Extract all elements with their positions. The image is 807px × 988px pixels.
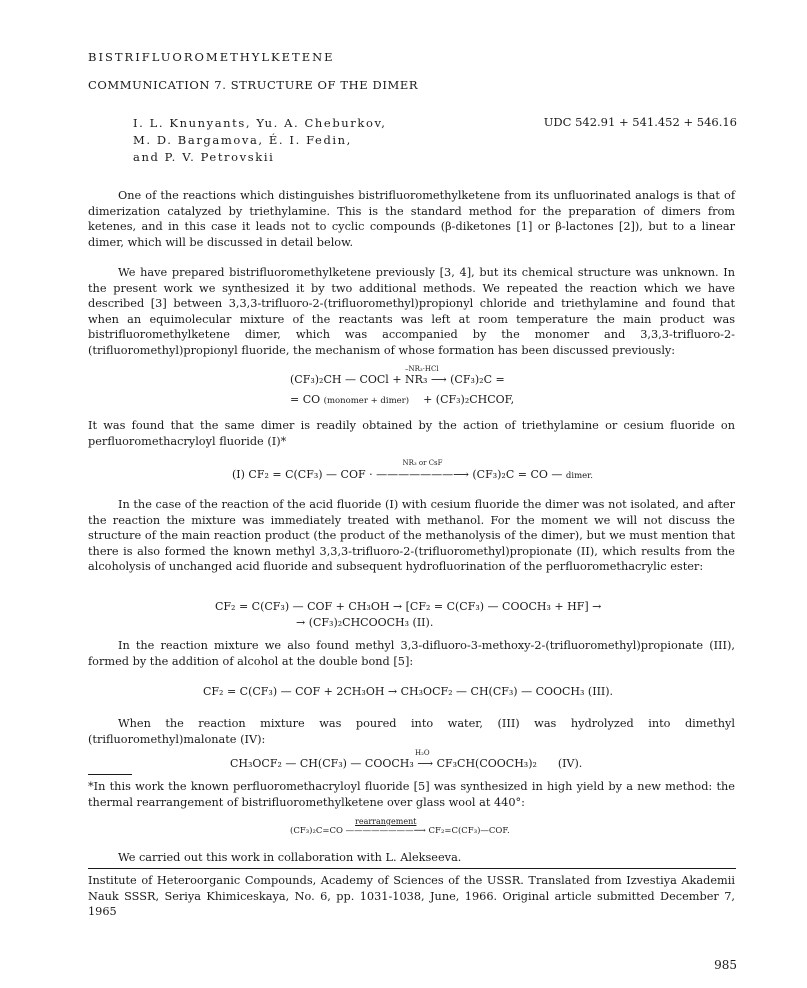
- collaboration-note: We carried out this work in collaboration with L. Alekseeva.: [118, 851, 462, 864]
- equation-1-line-2: = CO (monomer + dimer) + (CF₃)₂CHCOF,: [290, 393, 515, 406]
- author-line-2: M. D. Bargamova, É. I. Fedin,: [133, 133, 352, 147]
- author-line-1: I. L. Knunyants, Yu. A. Cheburkov,: [133, 116, 387, 130]
- equation-3-line-1: CF₂ = C(CF₃) — COF + CH₃OH → [CF₂ = C(CF₃) — COOCH₃ + HF] →: [215, 600, 602, 613]
- equation-6-label: rearrangement: [355, 817, 417, 826]
- institute-note: Institute of Heteroorganic Compounds, Academy of Sciences of the USSR. Translated from Izvestiya Akademii Nauk SSSR, Seriya Khimiceskaya, No. 6, pp. 1031-1038, June, 1966. Original article submitted December 7, 1965: [88, 874, 735, 919]
- paragraph-5: In the reaction mixture we also found methyl 3,3-difluoro-3-methoxy-2-(trifluoromethyl)propionate (III), formed by the addition of alcohol at the double bond [5]:: [88, 639, 735, 668]
- paragraph-2: We have prepared bistrifluoromethylketene previously [3, 4], but its chemical structure was unknown. In the present work we synthesized it by two additional methods. We repeated the reaction which we have described [3] between 3,3,3-trifluoro-2-(trifluoromethyl)propionyl chloride and triethylamine and found that when an equimolecular mixture of the reactants was left at room temperature the main product was bistrifluoromethylketene dimer, which was accompanied by the monomer and 3,3,3-trifluoro-2-(trifluoromethyl)propionyl fluoride, the mechanism of whose formation has been discussed previously:: [88, 266, 735, 357]
- paragraph-1: One of the reactions which distinguishes bistrifluoromethylketene from its unfluorinated analogs is that of dimerization catalyzed by triethylamine. This is the standard method for the preparation of dimers from ketenes, and in this case it leads not to cyclic compounds (β-diketones [1] or β-lactones [2]), but to a linear dimer, which will be discussed in detail below.: [88, 189, 735, 249]
- footnote: *In this work the known perfluoromethacryloyl fluoride [5] was synthesized in high yield by a new method: the thermal rearrangement of bistrifluoromethylketene over glass wool at 440°:: [88, 780, 735, 809]
- equation-6: (CF₃)₂C=CO rearrangement ————————⟶ CF₂=C(CF₃)—COF.: [290, 817, 510, 836]
- page-number: 985: [714, 958, 737, 972]
- paragraph-3: It was found that the same dimer is readily obtained by the action of triethylamine or cesium fluoride on perfluoromethacryloyl fluoride (I)*: [88, 419, 735, 448]
- article-subtitle: COMMUNICATION 7. STRUCTURE OF THE DIMER: [88, 78, 419, 92]
- equation-1-reagent: –NR₃·HCl: [405, 365, 439, 373]
- bottom-rule: [88, 868, 736, 869]
- paragraph-6: When the reaction mixture was poured into water, (III) was hydrolyzed into dimethyl (trifluoromethyl)malonate (IV):: [88, 717, 735, 746]
- equation-1-line-1: (CF₃)₂CH — COCl + NR₃ ⟶ (CF₃)₂C =: [290, 373, 505, 386]
- equation-2-reagent: NR₃ or CsF: [402, 459, 443, 467]
- footnote-separator: [88, 774, 132, 775]
- equation-5-reagent: H₂O: [415, 749, 430, 757]
- udc-code: UDC 542.91 + 541.452 + 546.16: [543, 115, 737, 129]
- equation-2: (I) CF₂ = C(CF₃) — COF · NR₃ or CsF ———————⟶ (CF₃)₂C = CO — dimer.: [232, 459, 593, 481]
- author-line-3: and P. V. Petrovskii: [133, 150, 275, 164]
- article-title: BISTRIFLUOROMETHYLKETENE: [88, 50, 335, 64]
- author-list: [133, 115, 387, 166]
- equation-5: CH₃OCF₂ — CH(CF₃) — COOCH₃ ⟶ CF₃CH(COOCH₃)₂ (IV).: [230, 757, 583, 770]
- equation-4: CF₂ = C(CF₃) — COF + 2CH₃OH → CH₃OCF₂ — CH(CF₃) — COOCH₃ (III).: [203, 685, 614, 698]
- equation-3-line-2: → (CF₃)₂CHCOOCH₃ (II).: [296, 616, 434, 629]
- paragraph-4: In the case of the reaction of the acid fluoride (I) with cesium fluoride the dimer was not isolated, and after the reaction the mixture was immediately treated with methanol. For the moment we will not discuss the structure of the main reaction product (the product of the methanolysis of the dimer), but we must mention that there is also formed the known methyl 3,3,3-trifluoro-2-(trifluoromethyl)propionate (II), which results from the alcoholysis of unchanged acid fluoride and subsequent hydrofluorination of the perfluoromethacrylic ester:: [88, 498, 735, 574]
